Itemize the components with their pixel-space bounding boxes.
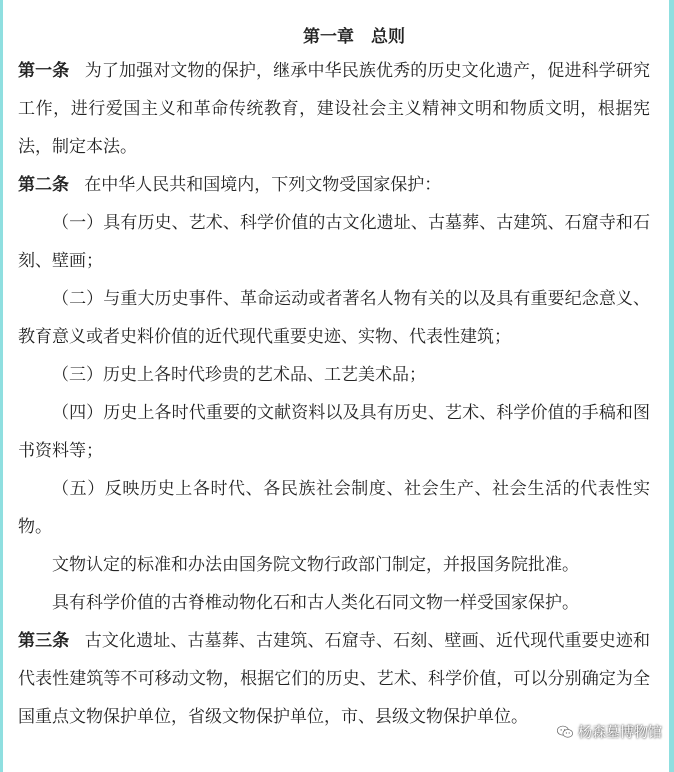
article-3 xyxy=(18,622,650,736)
article-2 xyxy=(18,166,650,204)
list-item: （四）历史上各时代重要的文献资料以及具有历史、艺术、科学价值的手稿和图书资料等； xyxy=(18,403,650,461)
note-paragraph: 具有科学价值的古脊椎动物化石和古人类化石同文物一样受国家保护。 xyxy=(52,593,579,613)
article-text: 为了加强对文物的保护，继承中华民族优秀的历史文化遗产，促进科学研究工作，进行爱国主义和革命传统教育，建设社会主义精神文明和物质文明，根据宪法，制定本法。 xyxy=(18,61,651,157)
right-border xyxy=(669,0,674,772)
note-paragraph: 文物认定的标准和办法由国务院文物行政部门制定，并报国务院批准。 xyxy=(52,555,579,575)
article-label: 第二条 xyxy=(18,175,69,195)
article-text: 古文化遗址、古墓葬、古建筑、石窟寺、石刻、壁画、近代现代重要史迹和代表性建筑等不可移动文物，根据它们的历史、艺术、科学价值，可以分别确定为全国重点文物保护单位，省级文物保护单位，市、县级文物保护单位。 xyxy=(18,631,651,727)
list-item: （一）具有历史、艺术、科学价值的古文化遗址、古墓葬、古建筑、石窟寺和石刻、壁画； xyxy=(18,213,650,271)
list-item: （二）与重大历史事件、革命运动或者著名人物有关的以及具有重要纪念意义、教育意义或者史料价值的近代现代重要史迹、实物、代表性建筑； xyxy=(18,289,650,347)
article-label: 第一条 xyxy=(18,61,70,81)
article-1 xyxy=(18,52,650,166)
chapter-title: 第一章 总则 xyxy=(303,27,405,47)
article-text: 在中华人民共和国境内，下列文物受国家保护： xyxy=(84,175,442,195)
list-item: （五）反映历史上各时代、各民族社会制度、社会生产、社会生活的代表性实物。 xyxy=(18,479,650,537)
left-border xyxy=(0,0,3,772)
wechat-icon xyxy=(556,725,574,739)
list-item: （三）历史上各时代珍贵的艺术品、工艺美术品； xyxy=(52,365,426,385)
watermark-text: 杨森墓博物馆 xyxy=(578,725,662,741)
watermark xyxy=(556,722,662,742)
article-label: 第三条 xyxy=(18,631,70,651)
document-content xyxy=(18,22,650,736)
